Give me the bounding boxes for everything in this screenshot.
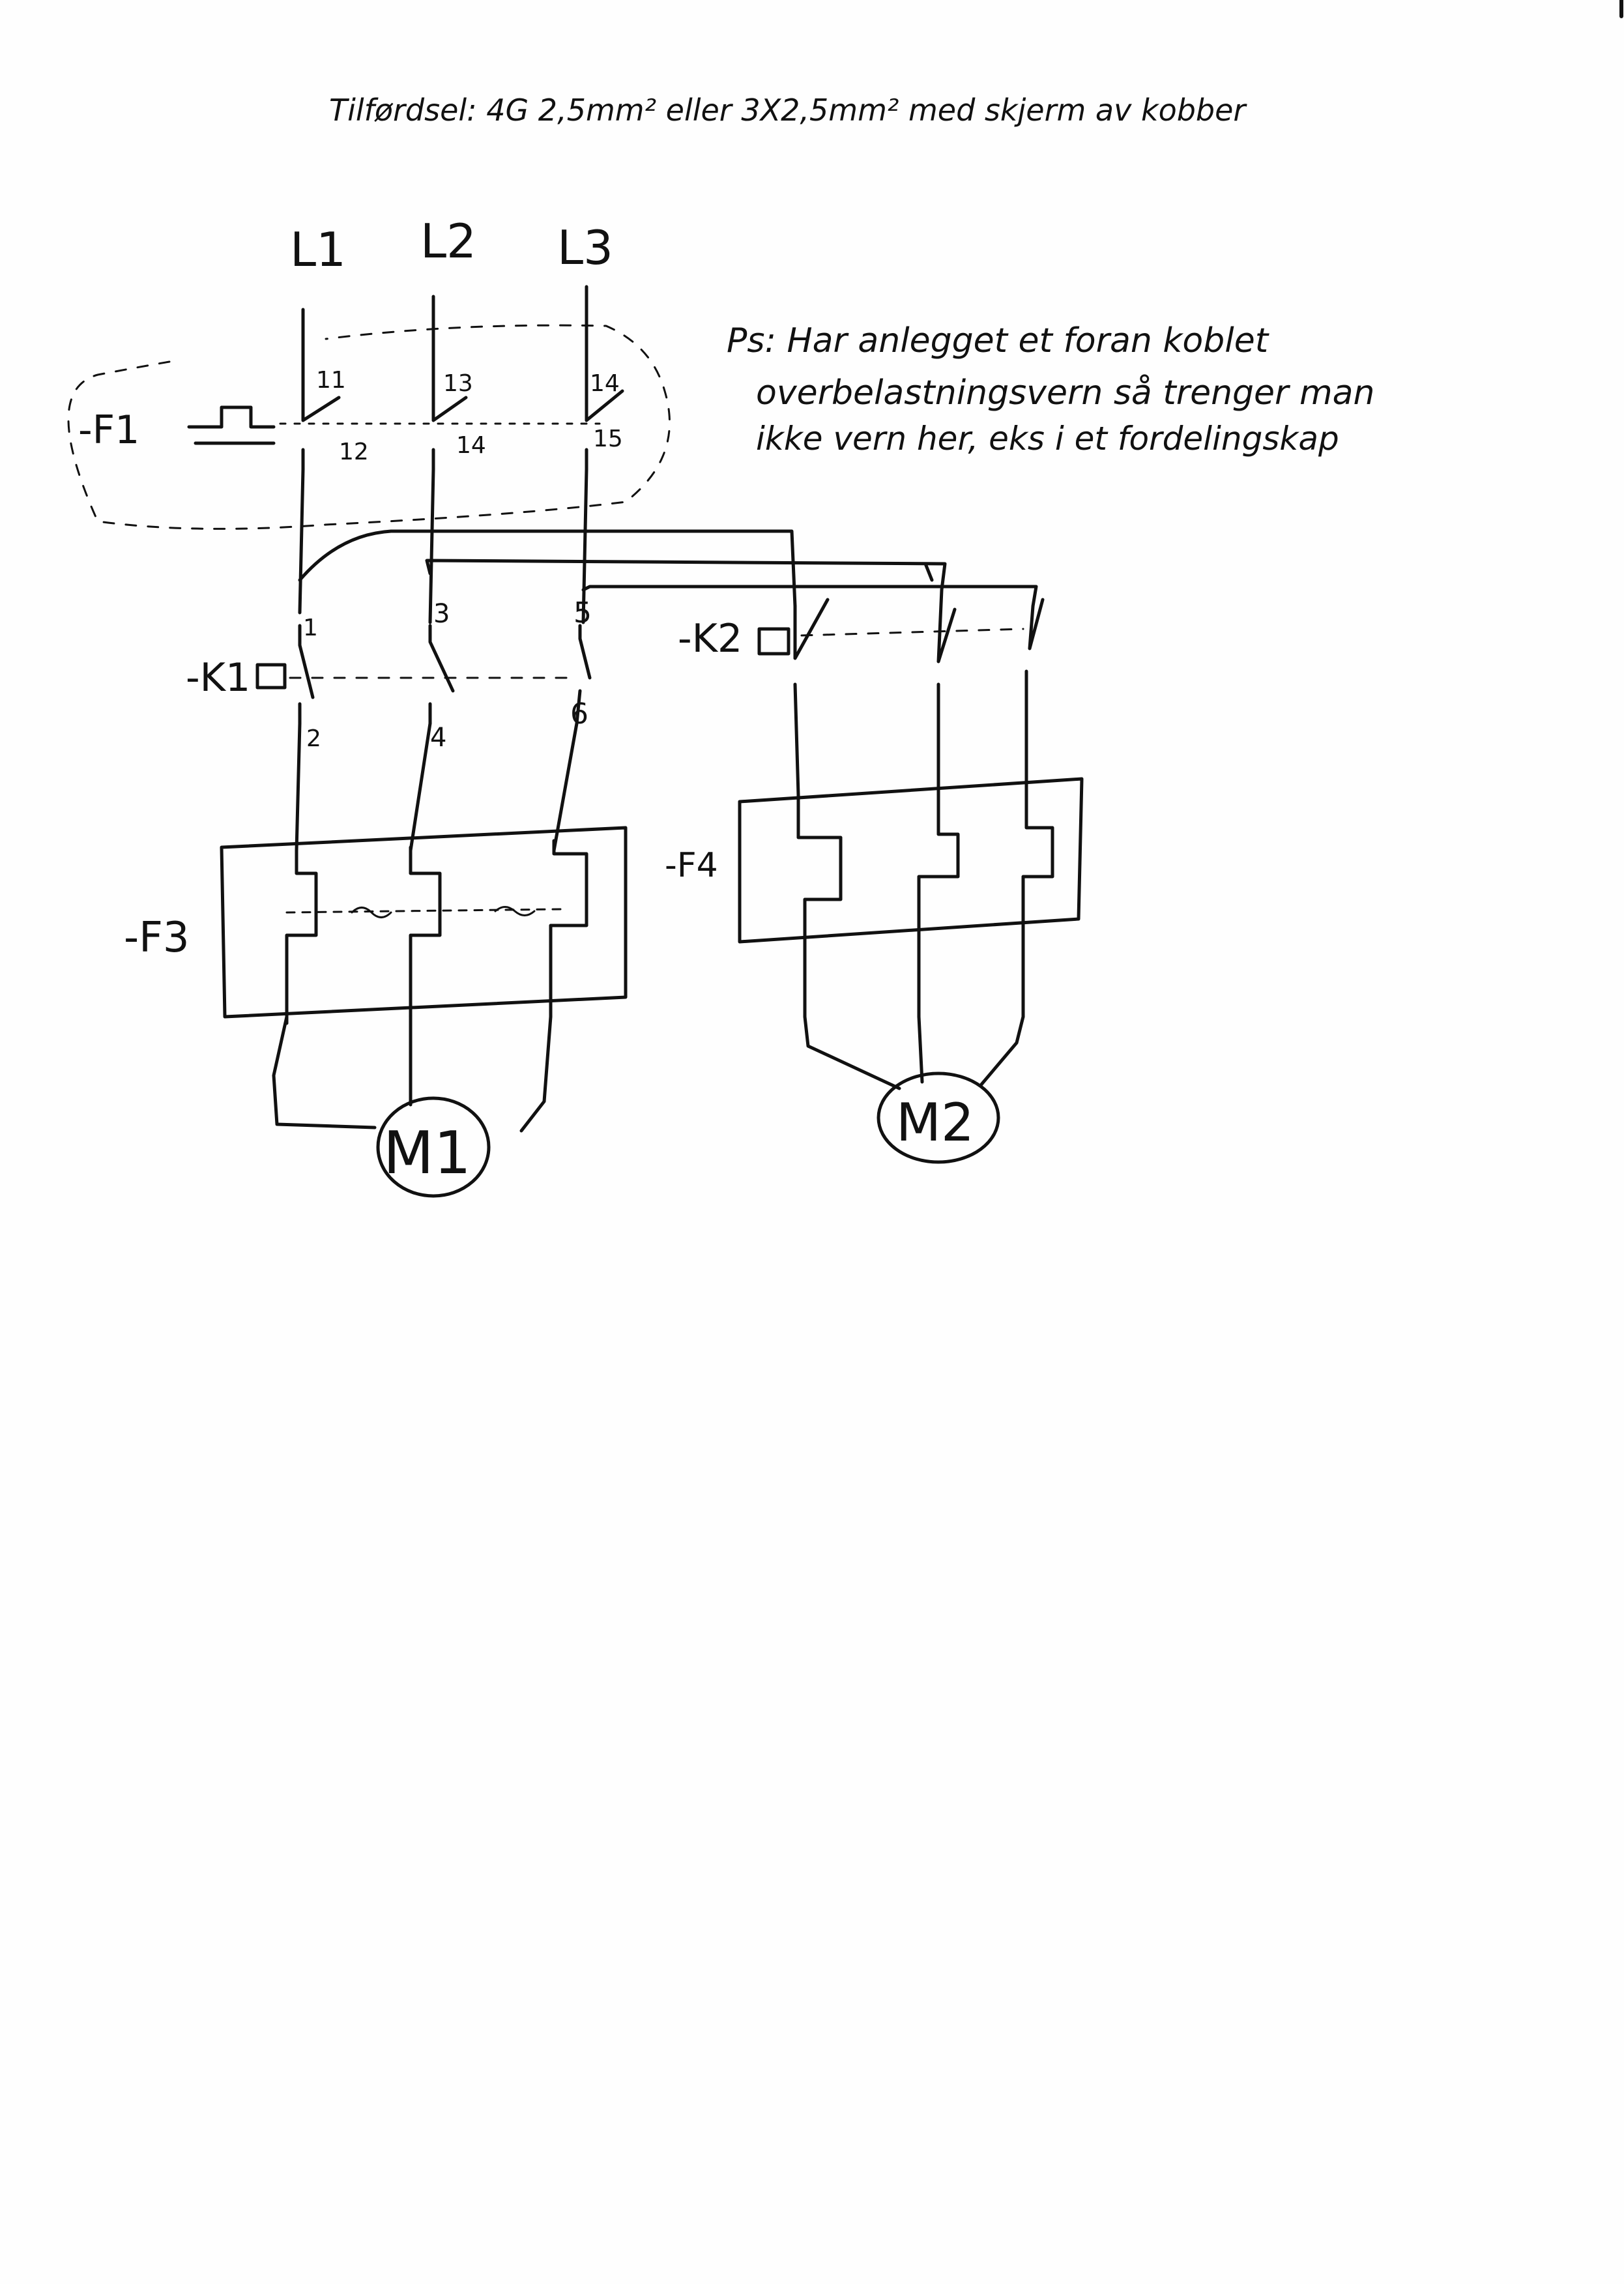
note-line-2: overbelastningsvern så trenger man <box>756 373 1375 413</box>
f3-heater-l3 <box>551 841 587 1017</box>
supply-title: Tilførdsel: 4G 2,5mm² eller 3X2,5mm² med skjerm av kobber <box>329 93 1246 128</box>
k2-mechanical-link <box>802 629 1023 635</box>
contactor-coil-icon-k2 <box>759 629 789 654</box>
k1-label: -K1 <box>186 655 251 701</box>
note-line-3: ikke vern her, eks i et fordelingskap <box>756 420 1339 458</box>
k1-terminal-6: 6 <box>570 697 588 731</box>
k1-terminal-1: 1 <box>303 615 318 641</box>
breaker-f1 <box>68 325 670 529</box>
f4-label: -F4 <box>665 846 718 885</box>
k1-terminal-2: 2 <box>306 725 321 752</box>
f3-heater-l1 <box>287 851 316 1023</box>
note-line-1: Ps: Har anlegget et foran koblet <box>727 321 1269 360</box>
f4-heater-l1 <box>798 795 841 1017</box>
f1-terminal-15: 15 <box>593 426 623 452</box>
f3-thermal-element-icon <box>352 907 534 918</box>
contactor-k2 <box>678 590 1043 795</box>
k1-terminal-3: 3 <box>433 599 450 629</box>
k2-label: -K2 <box>678 616 743 662</box>
distribution-wires <box>300 469 1036 622</box>
f3-mechanical-link <box>287 909 560 912</box>
m1-label: M1 <box>383 1119 471 1187</box>
f1-terminal-12: 12 <box>339 439 369 465</box>
f3-enclosure <box>222 828 626 1017</box>
k1-terminal-5: 5 <box>573 596 592 630</box>
phase-label-l1: L1 <box>290 222 346 277</box>
contactor-coil-icon <box>257 665 285 688</box>
motor-m2 <box>805 1017 1023 1162</box>
overload-relay-f3 <box>124 828 626 1023</box>
thermal-breaker-icon <box>189 407 274 443</box>
f4-enclosure <box>740 779 1082 942</box>
f3-label: -F3 <box>124 914 190 962</box>
f1-terminal-14: 14 <box>456 432 486 459</box>
f1-dashed-enclosure <box>68 325 670 529</box>
f3-heater-l2 <box>411 847 440 1017</box>
motor-m1 <box>274 1017 551 1196</box>
overload-relay-f4 <box>665 779 1082 1017</box>
f1-terminal-14b: 14 <box>590 370 620 397</box>
phase-label-l2: L2 <box>420 214 476 269</box>
f1-label: -F1 <box>78 407 140 453</box>
phase-label-l3: L3 <box>557 220 613 275</box>
contactor-k1 <box>186 596 592 753</box>
f1-terminal-13: 13 <box>443 370 473 397</box>
m2-label: M2 <box>896 1092 974 1153</box>
f1-terminal-11: 11 <box>316 367 346 394</box>
f4-heater-l3 <box>1023 795 1052 1017</box>
f4-heater-l2 <box>919 795 958 1017</box>
k1-terminal-4: 4 <box>430 723 447 753</box>
